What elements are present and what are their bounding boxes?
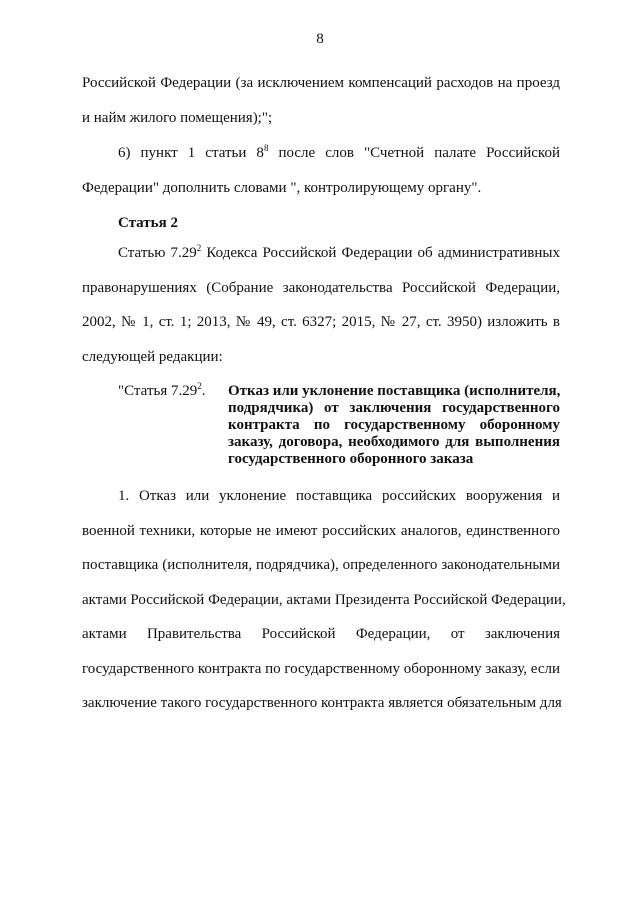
quoted-article-label-dot: . (201, 383, 206, 399)
paragraph-4-line-4: актами Российской Федерации, актами Президента Российской Федерации, (82, 591, 566, 608)
quoted-article-title-line-1: Отказ или уклонение поставщика (исполнителя, (228, 383, 561, 399)
paragraph-2-text-a: 6) пункт 1 статьи 8 (118, 145, 264, 161)
paragraph-2-line-1 (82, 136, 560, 171)
paragraph-2-text-b: после слов "Счетной палате Российской (268, 145, 560, 161)
quoted-article-title-line-2: подрядчика) от заключения государственного (228, 400, 560, 416)
quoted-article-title-line-3: контракта по государственному оборонному (228, 417, 560, 433)
paragraph-3-line-2: правонарушениях (Собрание законодательства Российской Федерации, (82, 279, 560, 296)
quoted-article-title (228, 383, 560, 468)
paragraph-3-text-b: Кодекса Российской Федерации об административных (201, 245, 560, 261)
paragraph-4-line-7: заключение такого государственного контракта является обязательным для (82, 695, 562, 711)
paragraph-4-line-5: актами Правительства Российской Федерации, от заключения (82, 626, 560, 642)
paragraph-3-line-1 (82, 236, 560, 271)
paragraph-3-line-4: следующей редакции: (82, 348, 223, 365)
quoted-article-title-line-4: заказу, договора, необходимого для выполнения (228, 434, 560, 450)
superscript: 2 (196, 243, 202, 253)
paragraph-3-line-3: 2002, № 1, ст. 1; 2013, № 49, ст. 6327; 2015, № 27, ст. 3950) изложить в (82, 314, 560, 330)
paragraph-1 (82, 66, 560, 135)
quoted-article-title-line-5: государственного оборонного заказа (228, 451, 474, 467)
paragraph-1-line-1: Российской Федерации (за исключением компенсаций расходов на проезд (82, 75, 560, 91)
superscript: 2 (197, 381, 202, 391)
paragraph-4-line-1: 1. Отказ или уклонение поставщика российских вооружения и (118, 488, 560, 504)
superscript: 8 (263, 143, 269, 153)
paragraph-3 (82, 236, 560, 374)
paragraph-4-line-6: государственного контракта по государственному оборонному заказу, если (82, 660, 560, 677)
paragraph-2-line-2: Федерации" дополнить словами ", контролирующему органу". (82, 179, 482, 196)
paragraph-4 (82, 479, 566, 721)
paragraph-4-line-3: поставщика (исполнителя, подрядчика), определенного законодательными (82, 557, 560, 573)
paragraph-2 (82, 136, 560, 205)
quoted-article-label-text: "Статья 7.29 (118, 383, 198, 399)
quoted-article-label (118, 383, 205, 400)
page-number: 8 (316, 31, 324, 47)
paragraph-1-line-2: и найм жилого помещения);"; (82, 109, 273, 126)
paragraph-3-text-a: Статью 7.29 (118, 245, 197, 261)
article-heading: Статья 2 (118, 215, 178, 231)
paragraph-4-line-2: военной техники, которые не имеют российских аналогов, единственного (82, 522, 560, 539)
